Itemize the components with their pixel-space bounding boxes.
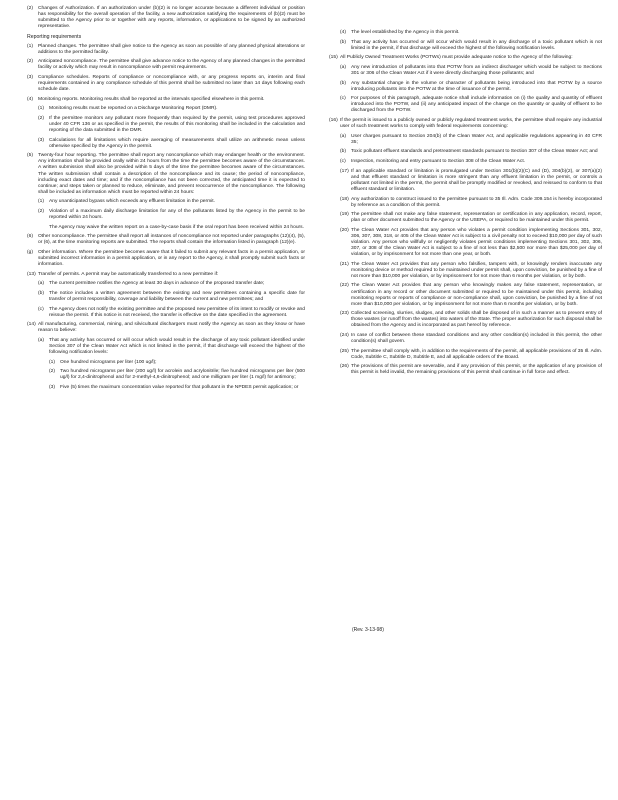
paragraph [318,40,602,52]
paragraph-text: Any new introduction of pollutants into that POTW from an indirect discharger which would be subject to Sections 301 or 306 of the Clean Water Act if it were directly discharging those pollutants; and [351,64,602,77]
paragraph-text: Planned changes. The permittee shall give notice to the Agency as soon as possible of any planned physical alterations or additions to the permitted facility. [38,43,305,55]
paragraph-text: Five (5) times the maximum concentration value reported for that pollutant in the NPDES permit application; or [60,385,299,391]
paragraph-text: One hundred micrograms per liter (100 ug/l); [60,359,157,365]
paragraph-number: (b) [340,80,346,86]
paragraph-number: (1) [38,106,44,112]
paragraph [318,212,602,224]
paragraph-text: Any substantial change in the volume or character of pollutants being introduced into that POTW by a source introducing pollutants into the POTW at the time of issuance of the permit. [351,80,602,92]
paragraph-number: (1) [27,43,33,49]
paragraph-text: The Clean Water Act provides that any person who violates a permit condition implementing Sections 301, 302, 306, 307, 308, 318, or 405 of the Clean Water Act is subject to a civil penalty not to exceed $10,000 per day of such violation. Any person who willfully or negligently violates permit conditions implementing Sections 301, 302, 306, 307, or 308 of the Clean Water Act is subject to a fine of not less than $2,500 nor more than $25,000 per day of violation, or by imprisonment for not more than one year, or both. [351,227,602,258]
paragraph-text: That any activity has occurred or will occur which would result in the discharge of any toxic pollutant identified under Section 307 of the Clean Water Act which is not limited in the permit, if that discharge will exceed the highest of the following notification levels: [49,338,305,356]
paragraph [318,364,602,376]
paragraph [318,311,602,329]
paragraph-text: The permittee shall not make any false statement, representation or certification in any application, record, report, plan or other document submitted to the Agency or the USEPA, or required to be maintained under this permit. [351,212,602,224]
paragraph-text: The Agency does not notify the existing permittee and the proposed new permittee of its intent to modify or revoke and reissue the permit. If this notice is not received, the transfer is effective on the date specified in the agreement. [49,306,305,318]
paragraph [318,228,602,258]
paragraph-text: Toxic pollutant effluent standards and pretreatment standards pursuant to Section 307 of the Clean Water Act; and [351,149,598,155]
paragraph [16,153,305,195]
paragraph-number: (4) [27,96,33,102]
paragraph-number: (c) [340,96,346,102]
paragraph-text: Collected screening, slurries, sludges, and other solids shall be disposed of in such a manner as to prevent entry of those wastes (or runoff from the wastes) into waters of the State. The proper authorization for such disposal shall be obtained from the Agency and is incorporated as part hereof by reference. [351,311,602,329]
paragraph-number: (5) [27,153,33,159]
paragraph-text: Reporting requirements [27,33,82,40]
left-column [16,6,305,395]
paragraph-number: (b) [38,290,44,296]
paragraph [16,116,305,134]
paragraph-number: (13) [27,271,36,277]
paragraph-number: (a) [38,281,44,287]
paragraph-number: (3) [38,137,44,143]
paragraph [16,59,305,71]
paragraph-number: (a) [38,338,44,344]
paragraph [16,75,305,93]
paragraph-text: That any activity has occurred or will occur which would result in any discharge of a toxic pollutant which is not limited in the permit, if that discharge will exceed the highest of the following notification levels. [351,39,602,51]
paragraph-number: (16) [329,118,338,124]
right-column [318,30,602,380]
paragraph-number: (g) [27,249,33,255]
paragraph-number: (b) [340,149,346,155]
paragraph-text: In case of conflict between these standard conditions and any other condition(s) included in this permit, the other condition(s) shall govern. [351,332,602,345]
paragraph [16,360,305,366]
paragraph [318,349,602,361]
paragraph-text: Other noncompliance. The permittee shall report all instances of noncompliance not reported under paragraphs (12)(4), (5), or (6), at the time monitoring reports are submitted. The reports shall contain the information listed in paragraph (12)(e). [38,234,305,246]
paragraph-number: (15) [329,55,338,61]
paragraph [318,30,602,36]
paragraph [16,209,305,221]
paragraph-number: (2) [49,369,55,375]
paragraph-text: Inspection, monitoring and entry pursuant to Section 308 of the Clean Water Act. [351,159,526,165]
paragraph [318,65,602,77]
paragraph [318,55,602,61]
paragraph-number: (2) [27,6,33,11]
paragraph-text: Compliance schedules. Reports of compliance or noncompliance with, or any progress reports on, interim and final requirements contained in any compliance schedule of this permit shall be submitted no later than 14 days following each schedule date. [38,74,305,93]
paragraph-text: Anticipated noncompliance. The permittee shall give advance notice to the Agency of any planned changes in the permitted facility or activity which may result in noncompliance with permit requirements. [38,59,305,71]
paragraph-text: For purposes of this paragraph, adequate notice shall include information on (i) the quality and quantity of effluent introduced into the POTW, and (ii) any anticipated impact of the change on the quantity or quality of effluent to be discharged from the POTW. [351,96,602,114]
paragraph-number: (20) [340,227,349,233]
paragraph-text: Violation of a maximum daily discharge limitation for any of the pollutants listed by the Agency in the permit to be reported within 24 hours. [49,208,305,220]
paragraph [318,96,602,114]
paragraph-number: (a) [340,133,346,139]
paragraph-number: (2) [38,208,44,214]
paragraph [16,199,305,205]
paragraph-text: Monitoring reports. Monitoring results shall be reported at the intervals specified elsewhere in this permit. [38,96,265,102]
paragraph [318,134,602,146]
paragraph [16,369,305,381]
paragraph [16,338,305,356]
paragraph-number: (3) [49,385,55,391]
paragraph [318,81,602,93]
paragraph [16,307,305,319]
paragraph-text: If the permittee monitors any pollutant more frequently than required by the permit, using test procedures approved under 40 CFR 136 or as specified in the permit, the results of this monitoring shall be included in the calculation and reporting of the data submitted in the DMR. [49,115,305,134]
paragraph-text: If an applicable standard or limitation is promulgated under Section 301(b)(2)(C) and (D), 304(b)(2), or 307(a)(2) and that effluent standard or limitation is more stringent than any effluent limitation in the permit, or controls a pollutant not limited in the permit, the permit shall be promptly modified or revoked, and reissued to conform to that effluent standard or limitation. [351,168,602,192]
paragraph-number: (c) [38,306,44,312]
paragraph-number: (4) [340,30,346,35]
paragraph-text: All Publicly Owned Treatment Works (POTWs) must provide adequate notice to the Agency of the following: [340,55,573,61]
paragraph-text: The Agency may waive the written report on a case-by-case basis if the oral report has been received within 24 hours. [49,224,304,230]
paragraph-number: (1) [38,199,44,205]
paragraph-number: (b) [340,39,346,45]
paragraph-number: (23) [340,311,349,317]
section-heading [16,34,305,40]
paragraph-number: (17) [340,168,349,174]
paragraph-text: Changes of Authorization. If an authorization under (b)(2) is no longer accurate because a different individual or position has responsibility for the overall operation of the facility, a new authorization satisfying the requirements of (b)(2) must be submitted to the Agency prior to or together with any reports, information, or applications to be signed by an authorized representative. [38,6,305,30]
paragraph-number: (22) [340,283,349,289]
paragraph [318,159,602,165]
paragraph [16,322,305,334]
paragraph-text: Transfer of permits. A permit may be automatically transferred to a new permittee if: [38,271,219,277]
paragraph-number: (24) [340,332,349,338]
paragraph [16,225,305,231]
paragraph-text: Any authorization to construct issued to the permittee pursuant to 35 Ill. Adm. Code 309.154 is hereby incorporated by reference as a condition of this permit. [351,196,602,208]
paragraph [16,385,305,391]
paragraph [16,281,305,287]
paragraph-text: The Clean Water Act provides that any person who knowingly makes any false statement, representation, or certification in any record or other document submitted or required to be maintained under this permit, including monitoring reports or reports of compliance or non-compliance shall, upon conviction, be punished by a fine of not more than $10,000 per violation, or by imprisonment for not more than 6 months per violation, or by both. [351,283,602,307]
paragraph [318,197,602,209]
paragraph-number: (6) [27,234,33,240]
paragraph [16,97,305,103]
paragraph-text: Other information. Where the permittee becomes aware that it failed to submit any relevant facts in a permit application, or submitted incorrect information in a permit application, or in any report to the Agency, it shall promptly submit such facts or information. [38,249,305,268]
paragraph-text: The permittee shall comply with, in addition to the requirements of the permit, all applicable provisions of 35 Ill. Adm. Code, Subtitle C, Subtitle D, Subtitle E, and all applicable orders of the Board. [351,348,602,360]
paragraph [16,138,305,150]
paragraph [16,44,305,56]
paragraph [16,272,305,278]
paragraph [318,333,602,345]
paragraph [318,283,602,307]
paragraph [318,262,602,280]
paragraph-text: Any unanticipated bypass which exceeds any effluent limitation in the permit. [49,199,216,205]
paragraph-number: (a) [340,64,346,70]
paragraph-number: (26) [340,364,349,370]
paragraph-text: If the permit is issued to a publicly owned or publicly regulated treatment works, the permittee shall require any industrial user of such treatment works to comply with federal requirements concerning: [340,118,602,130]
paragraph-text: Twenty-four hour reporting. The permittee shall report any noncompliance which may endanger health or the environment. Any information shall be provided orally within 24 hours from the time the permittee becomes aware of the circumstances. A written submission shall also be provided within 5 days of the time the permittee becomes aware of the circumstances. The written submission shall contain a description of the noncompliance and its cause; the period of noncompliance, including exact dates and time; and if the noncompliance has not been corrected, the anticipated time it is expected to continue; and steps taken or planned to reduce, eliminate, and prevent reoccurrence of the noncompliance. The following shall be included as information which must be reported within 24 hours: [38,153,305,195]
paragraph-number: (25) [340,348,349,354]
paragraph-number: (18) [340,196,349,202]
paragraph [16,234,305,246]
paragraph [16,250,305,268]
paragraph [318,149,602,155]
paragraph-text: The provisions of this permit are severable, and if any provision of this permit, or the application of any provision of this permit is held invalid, the remaining provisions of this permit shall continue in full force and effect. [351,364,602,376]
revision-note: (Rev. 3-13-98) [352,627,384,633]
paragraph-text: Monitoring results must be reported on a Discharge Monitoring Report (DMR). [49,106,218,112]
paragraph [16,106,305,112]
paragraph-text: The level established by the Agency in this permit. [351,30,460,35]
paragraph-text: All manufacturing, commercial, mining, and silvicultural dischargers must notify the Agency as soon as they know or have reason to believe: [38,322,305,334]
paragraph-number: (19) [340,212,349,218]
paragraph-number: (1) [49,359,55,365]
paragraph-text: Two hundred micrograms per liter (200 ug/l) for acrolein and acrylonitrile; five hundred micrograms per liter (500 ug/l) for 2,4-dinitrophenol and for 2-methyl-4,6-dinitrophenol; and one milligram per liter (1 mg/l) for antimony; [60,369,305,381]
paragraph-number: (21) [340,261,349,267]
paragraph-number: (2) [27,59,33,65]
paragraph-text: The Clean Water Act provides that any person who falsifies, tampers with, or knowingly renders inaccurate any monitoring device or method required to be maintained under permit shall, upon conviction, be punished by a fine of not more than $10,000 per violation, or by imprisonment for not more than 6 months per violation, or by both. [351,261,602,279]
paragraph-number: (3) [27,74,33,80]
paragraph-text: The current permittee notifies the Agency at least 30 days in advance of the proposed transfer date; [49,281,265,287]
paragraph [16,6,305,30]
paragraph-number: (c) [340,159,346,165]
paragraph-text: User charges pursuant to Section 204(b) of the Clean Water Act, and applicable regulations appearing in 40 CFR 35; [351,133,602,145]
paragraph-number: (2) [38,115,44,121]
paragraph [16,291,305,303]
paragraph-text: The notice includes a written agreement between the existing and new permittees containing a specific date for transfer of permit responsibility, coverage and liability between the current and new permittees; and [49,290,305,303]
paragraph-text: Calculations for all limitations which require averaging of measurements shall utilize an arithmetic mean unless otherwise specified by the Agency in the permit. [49,137,305,149]
paragraph [318,118,602,130]
paragraph-number: (14) [27,322,36,328]
paragraph [318,169,602,193]
